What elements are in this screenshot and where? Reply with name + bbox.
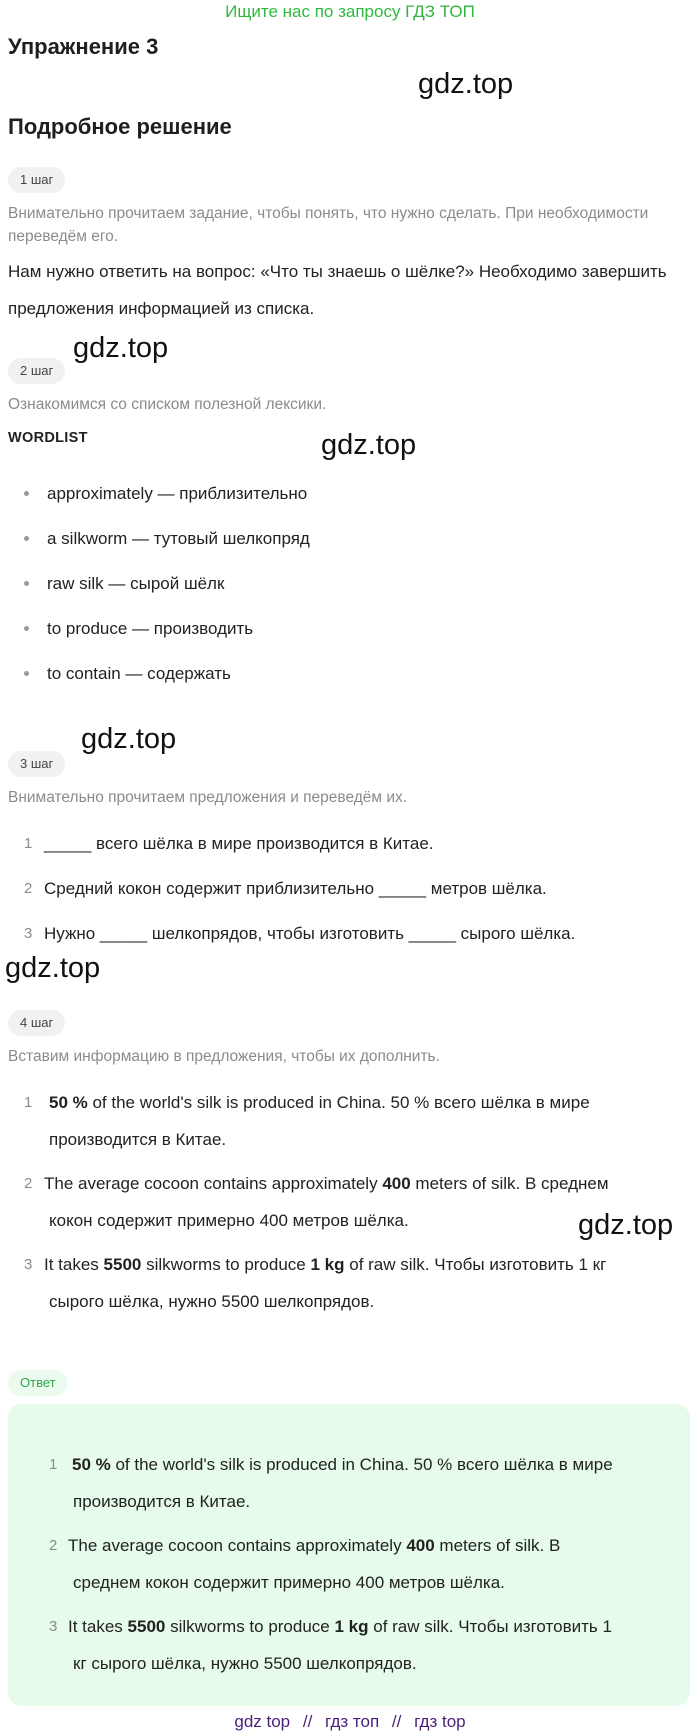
item-number: 3	[49, 1618, 58, 1635]
numbered-item	[0, 1246, 700, 1320]
answer-item	[0, 1608, 700, 1682]
footer-links	[0, 1710, 700, 1734]
list-item	[24, 527, 310, 551]
watermark: gdz.top	[81, 723, 177, 755]
numbered-item	[0, 915, 700, 952]
item-text: silkworms to produce	[165, 1617, 335, 1636]
watermark: gdz.top	[418, 68, 514, 100]
step-hint: Внимательно прочитаем предложения и переведём их.	[8, 789, 408, 806]
item-text: It takes	[68, 1617, 128, 1636]
item-line-1	[44, 1246, 606, 1283]
item-text: _____ всего шёлка в мире производится в Китае.	[44, 834, 434, 853]
item-text: The average cocoon contains approximately	[68, 1536, 407, 1555]
step-text: Нам нужно ответить на вопрос: «Что ты знаешь о шёлке?» Необходимо завершить предложения информацией из списка.	[8, 262, 667, 318]
step-badge: 1 шаг	[8, 167, 65, 193]
numbered-item	[0, 1165, 700, 1239]
step-hint: Внимательно прочитаем задание, чтобы понять, что нужно сделать. При необходимости переведём его.	[8, 205, 649, 245]
bullet-icon	[24, 536, 29, 541]
item-line-2: производится в Китае.	[73, 1492, 251, 1511]
answer-item	[0, 1527, 700, 1601]
list-item-text: to produce — производить	[47, 619, 254, 638]
item-text: Нужно _____ шелкопрядов, чтобы изготовить _____ сырого шёлка.	[44, 924, 576, 943]
numbered-item	[0, 825, 700, 862]
section-title: Подробное решение	[8, 114, 232, 139]
item-line-2: сырого шёлка, нужно 5500 шелкопрядов.	[49, 1292, 375, 1311]
item-text: meters of silk. В среднем	[410, 1174, 609, 1193]
footer-link-gdz-top-mixed[interactable]: гдз top	[414, 1712, 466, 1731]
item-text: The average cocoon contains approximately	[44, 1174, 383, 1193]
item-number: 3	[24, 925, 33, 942]
watermark: gdz.top	[321, 429, 417, 461]
bullet-icon	[24, 671, 29, 676]
watermark: gdz.top	[73, 332, 169, 364]
step-badge: 4 шаг	[8, 1010, 65, 1036]
item-text: meters of silk. В	[434, 1536, 561, 1555]
answer-value: 50 %	[72, 1455, 111, 1474]
item-number: 1	[49, 1456, 58, 1473]
wordlist-label: WORDLIST	[8, 430, 88, 446]
item-line-1	[44, 1165, 609, 1202]
step-badge: 3 шаг	[8, 751, 65, 777]
answer-value: 50 %	[49, 1093, 88, 1112]
item-text: Средний кокон содержит приблизительно _____ метров шёлка.	[44, 879, 547, 898]
list-item	[24, 617, 253, 641]
list-item-text: a silkworm — тутовый шелкопряд	[47, 529, 310, 548]
footer-link-gdz-top[interactable]: gdz top	[234, 1712, 291, 1731]
item-text: silkworms to produce	[141, 1255, 311, 1274]
item-line-1	[49, 1084, 590, 1121]
step-hint: Вставим информацию в предложения, чтобы их дополнить.	[8, 1048, 440, 1065]
list-item-text: to contain — содержать	[47, 664, 231, 683]
answer-value: 5500	[103, 1255, 142, 1274]
item-text: of the world's silk is produced in China. 50 % всего шёлка в мире	[87, 1093, 590, 1112]
answer-value: 1 kg	[334, 1617, 369, 1636]
step-hint: Ознакомимся со списком полезной лексики.	[8, 396, 327, 413]
footer-separator: //	[302, 1712, 313, 1731]
step-badge: 2 шаг	[8, 358, 65, 384]
item-text: of raw silk. Чтобы изготовить 1	[368, 1617, 612, 1636]
bullet-icon	[24, 626, 29, 631]
item-line-2: производится в Китае.	[49, 1130, 227, 1149]
watermark: gdz.top	[5, 952, 101, 984]
watermark: gdz.top	[578, 1209, 674, 1241]
footer-link-gdz-top-ru[interactable]: гдз топ	[325, 1712, 380, 1731]
item-number: 3	[24, 1256, 33, 1273]
item-text: of the world's silk is produced in China. 50 % всего шёлка в мире	[110, 1455, 613, 1474]
item-number: 2	[24, 880, 33, 897]
list-item	[24, 662, 231, 686]
item-line-2: кг сырого шёлка, нужно 5500 шелкопрядов.	[73, 1654, 417, 1673]
item-text: It takes	[44, 1255, 104, 1274]
item-text: of raw silk. Чтобы изготовить 1 кг	[344, 1255, 607, 1274]
item-line-2: среднем кокон содержит примерно 400 метров шёлка.	[73, 1573, 505, 1592]
page-title: Упражнение 3	[8, 34, 159, 59]
numbered-item	[0, 1084, 700, 1158]
item-line-2: кокон содержит примерно 400 метров шёлка.	[49, 1211, 409, 1230]
list-item-text: raw silk — сырой шёлк	[47, 574, 225, 593]
answer-item	[0, 1446, 700, 1520]
answer-value: 400	[382, 1174, 411, 1193]
promo-banner: Ищите нас по запросу ГДЗ ТОП	[225, 2, 475, 21]
numbered-item	[0, 870, 700, 907]
item-number: 1	[24, 1094, 33, 1111]
answer-value: 400	[406, 1536, 435, 1555]
list-item	[24, 572, 224, 596]
bullet-icon	[24, 491, 29, 496]
footer-separator: //	[391, 1712, 402, 1731]
item-number: 2	[24, 1175, 33, 1192]
bullet-icon	[24, 581, 29, 586]
item-number: 1	[24, 835, 33, 852]
answer-badge: Ответ	[8, 1370, 68, 1396]
item-number: 2	[49, 1537, 58, 1554]
item-line-1	[68, 1527, 560, 1564]
list-item-text: approximately — приблизительно	[47, 484, 308, 503]
list-item	[24, 482, 307, 506]
item-line-1	[72, 1446, 613, 1483]
item-line-1	[68, 1608, 612, 1645]
answer-value: 5500	[127, 1617, 166, 1636]
answer-value: 1 kg	[310, 1255, 345, 1274]
